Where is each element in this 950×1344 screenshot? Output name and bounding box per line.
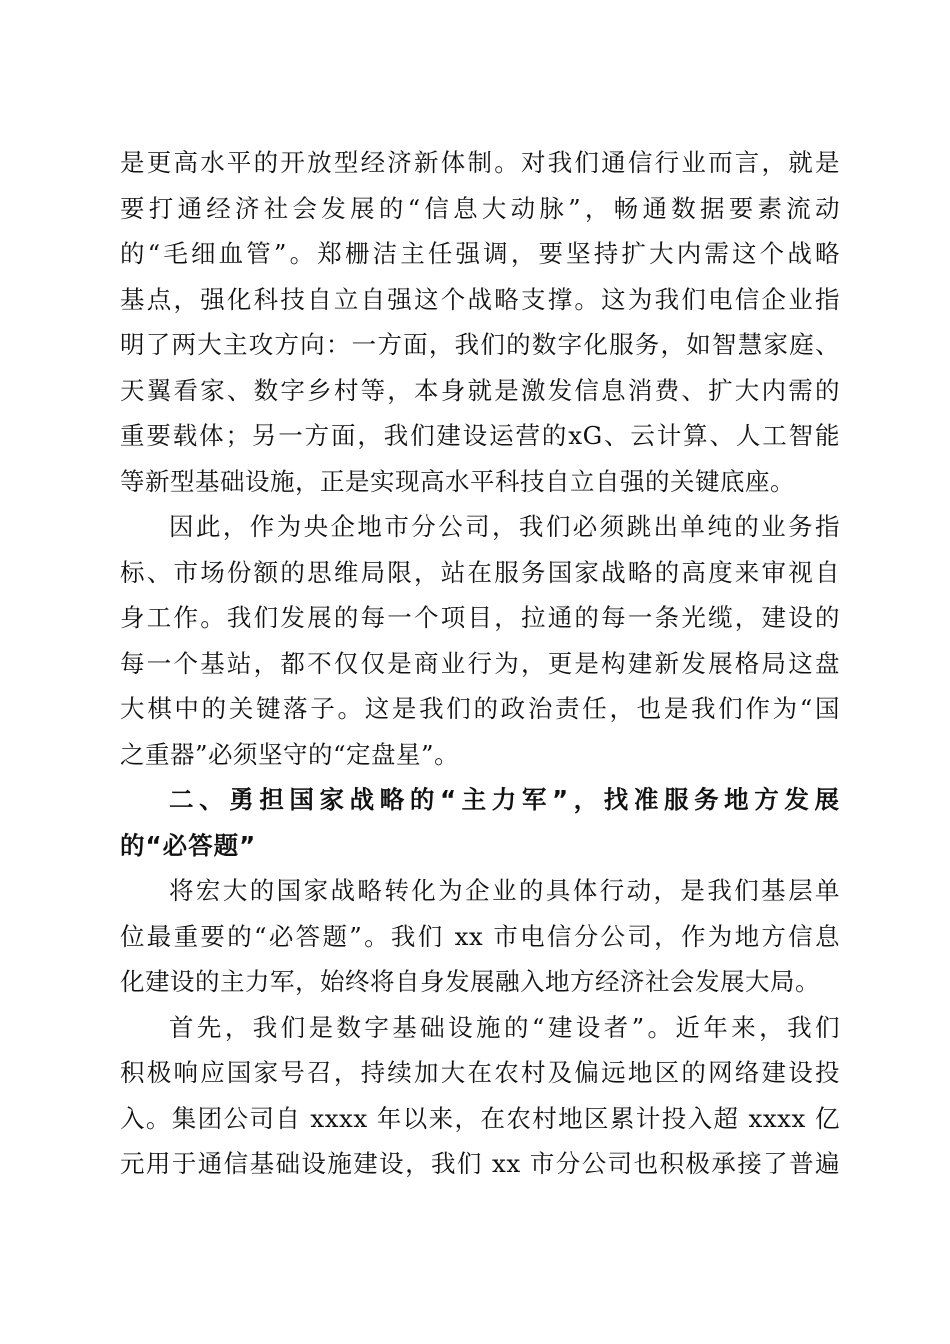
- text-line: 是更高水平的开放型经济新体制。对我们通信行业而言，就是: [120, 148, 840, 177]
- text-line: 标、市场份额的思维局限，站在服务国家战略的高度来审视自: [120, 557, 840, 587]
- text-line: 身工作。我们发展的每一个项目，拉通的每一条光缆，建设的: [120, 603, 840, 632]
- text-line: 要打通经济社会发展的“信息大动脉”，畅通数据要素流动: [120, 193, 840, 223]
- text-line: 的“毛细血管”。郑栅洁主任强调，要坚持扩大内需这个战略: [120, 239, 840, 268]
- text-line: 位最重要的“必答题”。我们 xx 市电信分公司，作为地方信息: [120, 921, 840, 951]
- section-heading: 二、勇担国家战略的“主力军”，找准服务地方发展: [169, 785, 840, 814]
- text-line: 等新型基础设施，正是实现高水平科技自立自强的关键底座。: [120, 466, 795, 496]
- text-line: 因此，作为央企地市分公司，我们必须跳出单纯的业务指: [169, 512, 840, 541]
- text-line: 入。集团公司自 xxxx 年以来，在农村地区累计投入超 xxxx 亿: [120, 1103, 840, 1133]
- text-line: 天翼看家、数字乡村等，本身就是激发信息消费、扩大内需的: [120, 375, 840, 405]
- section-heading: 的“必答题”: [120, 830, 257, 860]
- text-line: 每一个基站，都不仅仅是商业行为，更是构建新发展格局这盘: [120, 648, 840, 678]
- text-line: 积极响应国家号召，持续加大在农村及偏远地区的网络建设投: [120, 1058, 840, 1087]
- text-line: 重要载体；另一方面，我们建设运营的xG、云计算、人工智能: [120, 421, 840, 450]
- text-line: 大棋中的关键落子。这是我们的政治责任，也是我们作为“国: [120, 694, 840, 723]
- text-line: 首先，我们是数字基础设施的“建设者”。近年来，我们: [169, 1012, 840, 1042]
- text-line: 将宏大的国家战略转化为企业的具体行动，是我们基层单: [169, 876, 840, 905]
- text-line: 元用于通信基础设施建设，我们 xx 市分公司也积极承接了普遍: [120, 1149, 840, 1178]
- text-line: 化建设的主力军，始终将自身发展融入地方经济社会发展大局。: [120, 967, 820, 996]
- text-line: 之重器”必须坚守的“定盘星”。: [120, 739, 460, 769]
- text-line: 基点，强化科技自立自强这个战略支撑。这为我们电信企业指: [120, 284, 840, 314]
- document-body: [120, 140, 840, 1187]
- text-line: 明了两大主攻方向：一方面，我们的数字化服务，如智慧家庭、: [120, 330, 840, 359]
